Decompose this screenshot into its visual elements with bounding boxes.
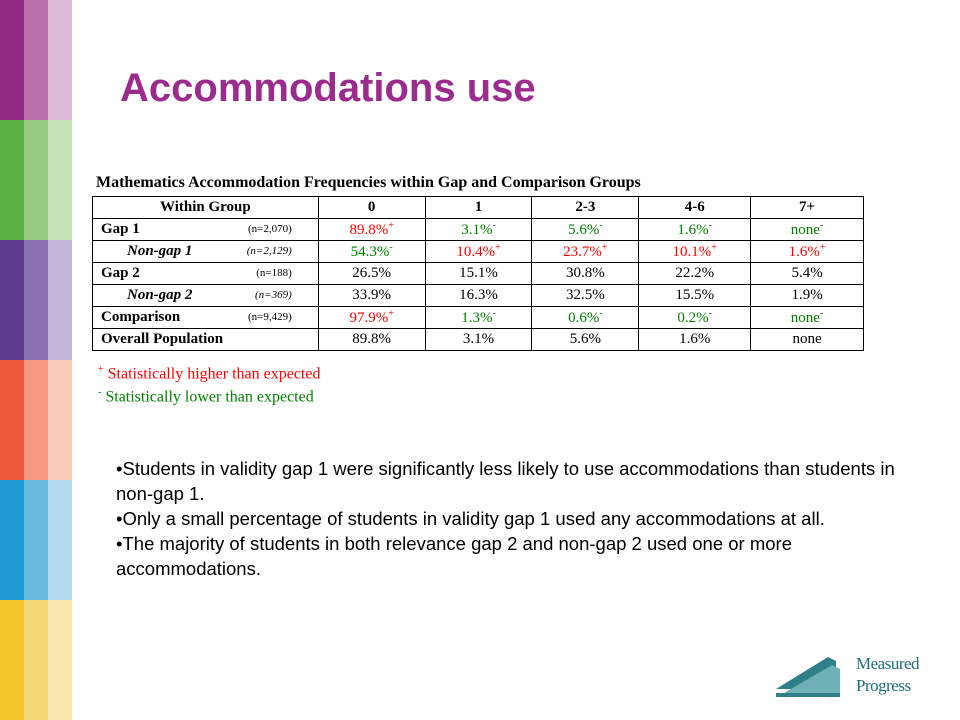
- group-name: Gap 1: [101, 221, 140, 237]
- bullet-item: •Only a small percentage of students in validity gap 1 used any accommodations at all.: [116, 508, 825, 529]
- color-bar: [24, 480, 48, 600]
- frequency-cell: [751, 263, 864, 285]
- higher-marker: +: [388, 308, 394, 319]
- table-row: [93, 307, 864, 329]
- frequency-value: 33.9%: [352, 287, 392, 303]
- frequency-value: none: [790, 310, 820, 326]
- group-name: Non-gap 2: [127, 287, 193, 303]
- color-bar: [48, 240, 72, 360]
- frequency-cell: [318, 307, 425, 329]
- frequency-cell: [318, 263, 425, 285]
- column-header: 1: [425, 197, 532, 219]
- frequency-cell: [425, 241, 532, 263]
- bullet-list: [116, 456, 916, 581]
- lower-marker: -: [708, 220, 712, 231]
- frequency-cell: [639, 219, 751, 241]
- bullet-item: •Students in validity gap 1 were significantly less likely to use accommodations than students in non-gap 1.: [116, 458, 895, 504]
- lower-marker: -: [599, 220, 603, 231]
- color-bar: [48, 480, 72, 600]
- frequency-cell: [425, 219, 532, 241]
- frequency-value: 5.6%: [569, 331, 601, 347]
- group-cell: [93, 241, 319, 263]
- higher-marker: +: [711, 242, 717, 253]
- frequency-value: 15.5%: [675, 287, 715, 303]
- frequency-value: 30.8%: [565, 265, 605, 281]
- color-bar: [0, 600, 24, 720]
- frequency-cell: [532, 241, 639, 263]
- color-bar: [0, 240, 24, 360]
- logo-text-line: Measured: [856, 654, 920, 673]
- frequency-value: 16.3%: [459, 287, 498, 303]
- column-header: 0: [318, 197, 425, 219]
- lower-marker: -: [492, 308, 496, 319]
- frequency-value: 5.4%: [791, 265, 823, 281]
- frequency-cell: [318, 285, 425, 307]
- frequency-value: 32.5%: [565, 287, 605, 303]
- group-name: Overall Population: [101, 331, 224, 347]
- group-name: Gap 2: [101, 265, 140, 281]
- frequency-value: 89.8%: [352, 331, 392, 347]
- legend-lower: [98, 387, 314, 406]
- frequency-cell: [318, 219, 425, 241]
- frequency-value: 5.6%: [568, 222, 600, 238]
- group-sample-size: (n=9,429): [247, 311, 292, 323]
- table-row: [93, 241, 864, 263]
- frequency-cell: [425, 285, 532, 307]
- color-bar: [0, 480, 24, 600]
- lower-marker: -: [98, 387, 102, 398]
- frequency-cell: [751, 307, 864, 329]
- frequency-cell: [318, 329, 425, 351]
- frequency-cell: [425, 263, 532, 285]
- group-sample-size: (n=2,129): [246, 245, 292, 257]
- frequency-value: none: [792, 331, 822, 347]
- lower-marker: -: [708, 308, 712, 319]
- group-cell: [93, 219, 319, 241]
- frequency-cell: [639, 307, 751, 329]
- frequency-value: 3.1%: [462, 331, 495, 347]
- table-header-row: [93, 197, 864, 219]
- frequency-value: 3.1%: [461, 222, 493, 238]
- color-bar: [0, 0, 24, 120]
- legend-text: Statistically lower than expected: [105, 388, 314, 406]
- lower-marker: -: [819, 308, 824, 319]
- frequency-cell: [751, 241, 864, 263]
- color-bar: [24, 360, 48, 480]
- decorative-color-bars: [0, 0, 72, 720]
- frequency-cell: [532, 329, 639, 351]
- higher-marker: +: [601, 242, 608, 253]
- color-bar: [48, 360, 72, 480]
- legend-text: Statistically higher than expected: [107, 365, 321, 383]
- color-bar: [0, 360, 24, 480]
- lower-marker: -: [819, 220, 824, 231]
- group-cell: [93, 285, 319, 307]
- color-bar: [24, 120, 48, 240]
- frequency-value: 0.6%: [568, 310, 600, 326]
- higher-marker: +: [819, 242, 826, 253]
- frequency-value: 23.7%: [563, 244, 602, 260]
- frequency-value: 0.2%: [677, 310, 709, 326]
- color-bar: [48, 0, 72, 120]
- lower-marker: -: [389, 242, 393, 253]
- group-sample-size: (n=369): [255, 289, 292, 301]
- group-name: Comparison: [101, 309, 181, 325]
- color-bar: [0, 120, 24, 240]
- table-row: [93, 329, 864, 351]
- accommodation-frequency-table: [92, 196, 864, 351]
- slide-title: Accommodations use: [120, 66, 536, 110]
- color-bar: [24, 0, 48, 120]
- frequency-value: 1.9%: [791, 287, 823, 303]
- frequency-value: 10.1%: [672, 244, 712, 260]
- frequency-value: 10.4%: [456, 244, 496, 260]
- frequency-cell: [751, 329, 864, 351]
- frequency-cell: [639, 285, 751, 307]
- higher-marker: +: [98, 364, 104, 375]
- frequency-cell: [639, 263, 751, 285]
- group-cell: [93, 307, 319, 329]
- group-name: Non-gap 1: [127, 243, 193, 259]
- frequency-value: 97.9%: [349, 310, 389, 326]
- frequency-cell: [532, 285, 639, 307]
- logo-text-line: Progress: [856, 676, 911, 695]
- higher-marker: +: [388, 220, 394, 231]
- lower-marker: -: [599, 308, 603, 319]
- table-row: [93, 219, 864, 241]
- frequency-value: 1.3%: [461, 310, 493, 326]
- bullet-item: •The majority of students in both relevance gap 2 and non-gap 2 used one or more accommodations.: [116, 533, 792, 579]
- frequency-cell: [639, 329, 751, 351]
- column-header: 2-3: [532, 197, 639, 219]
- frequency-cell: [532, 219, 639, 241]
- frequency-cell: [639, 241, 751, 263]
- group-cell: [93, 329, 319, 351]
- lower-marker: -: [492, 220, 496, 231]
- group-sample-size: (n=188): [256, 267, 292, 279]
- group-cell: [93, 263, 319, 285]
- frequency-value: 89.8%: [349, 222, 389, 238]
- frequency-cell: [318, 241, 425, 263]
- frequency-value: 22.2%: [675, 265, 715, 281]
- frequency-cell: [751, 219, 864, 241]
- table-caption: Mathematics Accommodation Frequencies within Gap and Comparison Groups: [96, 174, 641, 191]
- table-row: [93, 285, 864, 307]
- color-bar: [48, 600, 72, 720]
- group-sample-size: (n=2,070): [247, 223, 292, 235]
- frequency-value: none: [790, 222, 820, 238]
- higher-marker: +: [495, 242, 501, 253]
- frequency-value: 54.3%: [350, 244, 390, 260]
- frequency-value: 1.6%: [788, 244, 820, 260]
- frequency-value: 26.5%: [352, 265, 392, 281]
- legend-higher: [98, 364, 320, 383]
- frequency-value: 1.6%: [679, 331, 711, 347]
- table-row: [93, 263, 864, 285]
- color-bar: [24, 600, 48, 720]
- color-bar: [24, 240, 48, 360]
- column-header: Within Group: [93, 197, 319, 219]
- frequency-cell: [532, 263, 639, 285]
- frequency-value: 15.1%: [459, 265, 498, 281]
- frequency-cell: [425, 307, 532, 329]
- frequency-cell: [425, 329, 532, 351]
- column-header: 7+: [751, 197, 864, 219]
- frequency-value: 1.6%: [677, 222, 709, 238]
- frequency-cell: [751, 285, 864, 307]
- column-header: 4-6: [639, 197, 751, 219]
- color-bar: [48, 120, 72, 240]
- frequency-cell: [532, 307, 639, 329]
